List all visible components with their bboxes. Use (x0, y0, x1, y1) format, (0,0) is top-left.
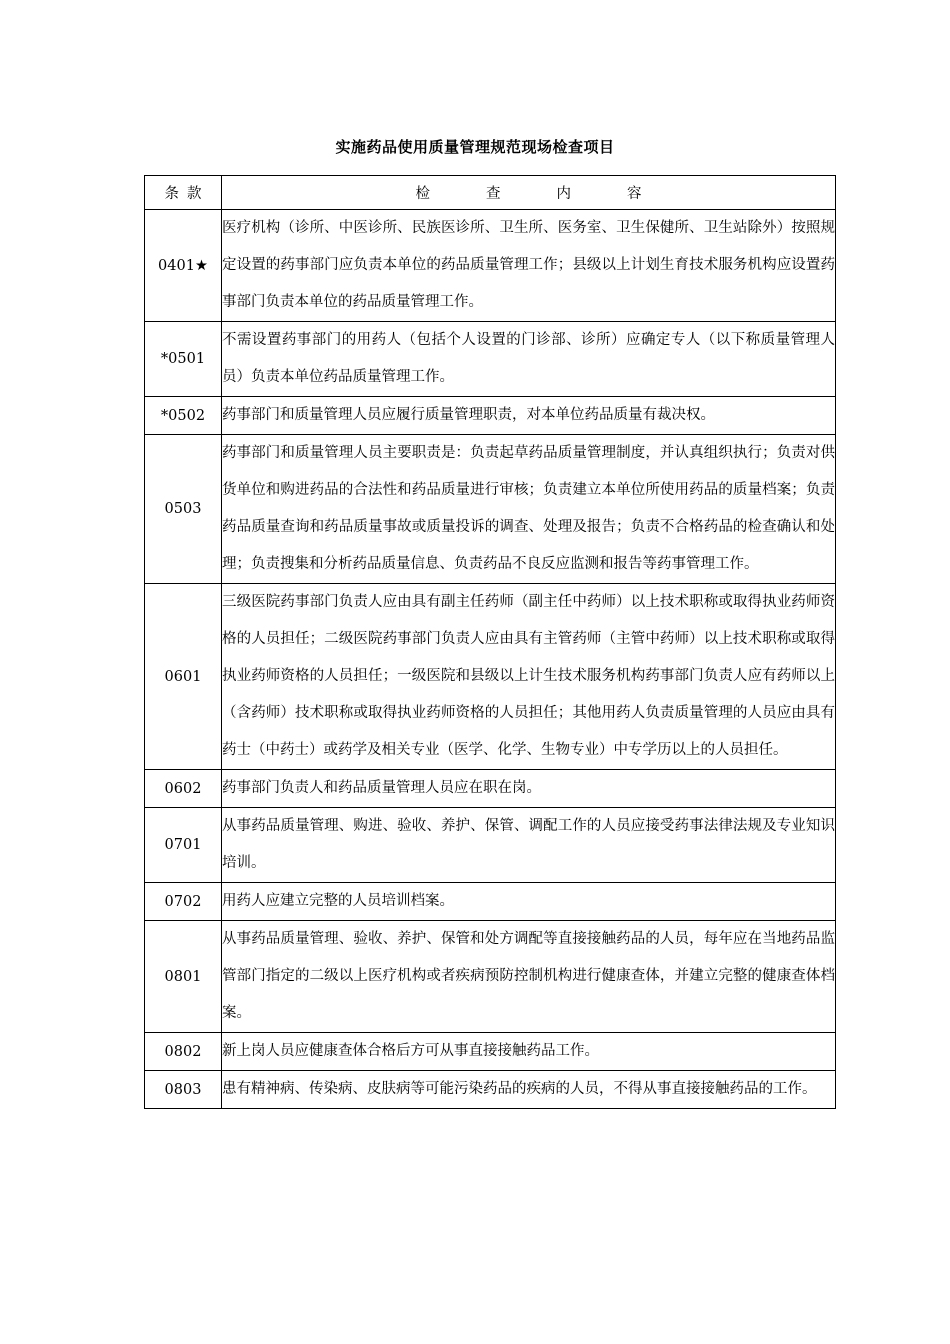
item-code: 0701 (145, 808, 222, 883)
item-content: 不需设置药事部门的用药人（包括个人设置的门诊部、诊所）应确定专人（以下称质量管理人员）负责本单位药品质量管理工作。 (222, 322, 836, 397)
header-content-char: 查 (486, 186, 501, 202)
item-code: 0702 (145, 883, 222, 921)
header-code (145, 176, 222, 210)
header-code-char: 款 (187, 186, 202, 202)
item-content: 药事部门和质量管理人员主要职责是：负责起草药品质量管理制度，并认真组织执行；负责对供货单位和购进药品的合法性和药品质量进行审核；负责建立本单位所使用药品的质量档案；负责药品质量查询和药品质量事故或质量投诉的调查、处理及报告；负责不合格药品的检查确认和处理；负责搜集和分析药品质量信息、负责药品不良反应监测和报告等药事管理工作。 (222, 435, 836, 584)
item-content: 从事药品质量管理、购进、验收、养护、保管、调配工作的人员应接受药事法律法规及专业知识培训。 (222, 808, 836, 883)
header-code-char: 条 (164, 186, 179, 202)
table-row (145, 770, 836, 808)
item-code: 0503 (145, 435, 222, 584)
table-row (145, 435, 836, 584)
item-code: 0802 (145, 1033, 222, 1071)
table-row (145, 584, 836, 770)
item-content: 用药人应建立完整的人员培训档案。 (222, 883, 836, 921)
table-row (145, 1033, 836, 1071)
item-content: 医疗机构（诊所、中医诊所、民族医诊所、卫生所、医务室、卫生保健所、卫生站除外）按照规定设置的药事部门应负责本单位的药品质量管理工作；县级以上计划生育技术服务机构应设置药事部门负责本单位的药品质量管理工作。 (222, 210, 836, 322)
header-content (222, 176, 836, 210)
header-content-char: 检 (415, 186, 430, 202)
table-header-row (145, 176, 836, 210)
table-row (145, 397, 836, 435)
item-code: 0803 (145, 1071, 222, 1109)
page-title: 实施药品使用质量管理规范现场检查项目 (335, 138, 615, 156)
item-code: *0501 (145, 322, 222, 397)
item-code: 0601 (145, 584, 222, 770)
table-row (145, 210, 836, 322)
table-row (145, 808, 836, 883)
item-content: 三级医院药事部门负责人应由具有副主任药师（副主任中药师）以上技术职称或取得执业药师资格的人员担任；二级医院药事部门负责人应由具有主管药师（主管中药师）以上技术职称或取得执业药师资格的人员担任；一级医院和县级以上计生技术服务机构药事部门负责人应有药师以上（含药师）技术职称或取得执业药师资格的人员担任；其他用药人负责质量管理的人员应由具有药士（中药士）或药学及相关专业（医学、化学、生物专业）中专学历以上的人员担任。 (222, 584, 836, 770)
item-content: 药事部门负责人和药品质量管理人员应在职在岗。 (222, 770, 836, 808)
item-content: 药事部门和质量管理人员应履行质量管理职责，对本单位药品质量有裁决权。 (222, 397, 836, 435)
table-row (145, 921, 836, 1033)
item-content: 患有精神病、传染病、皮肤病等可能污染药品的疾病的人员，不得从事直接接触药品的工作。 (222, 1071, 836, 1109)
header-content-char: 容 (627, 186, 642, 202)
item-content: 新上岗人员应健康查体合格后方可从事直接接触药品工作。 (222, 1033, 836, 1071)
table-row (145, 883, 836, 921)
item-content: 从事药品质量管理、验收、养护、保管和处方调配等直接接触药品的人员，每年应在当地药品监管部门指定的二级以上医疗机构或者疾病预防控制机构进行健康查体，并建立完整的健康查体档案。 (222, 921, 836, 1033)
table-row (145, 1071, 836, 1109)
item-code: 0801 (145, 921, 222, 1033)
item-code: 0602 (145, 770, 222, 808)
inspection-table (144, 175, 836, 1109)
header-content-char: 内 (556, 186, 571, 202)
item-code: 0401★ (145, 210, 222, 322)
table-row (145, 322, 836, 397)
item-code: *0502 (145, 397, 222, 435)
